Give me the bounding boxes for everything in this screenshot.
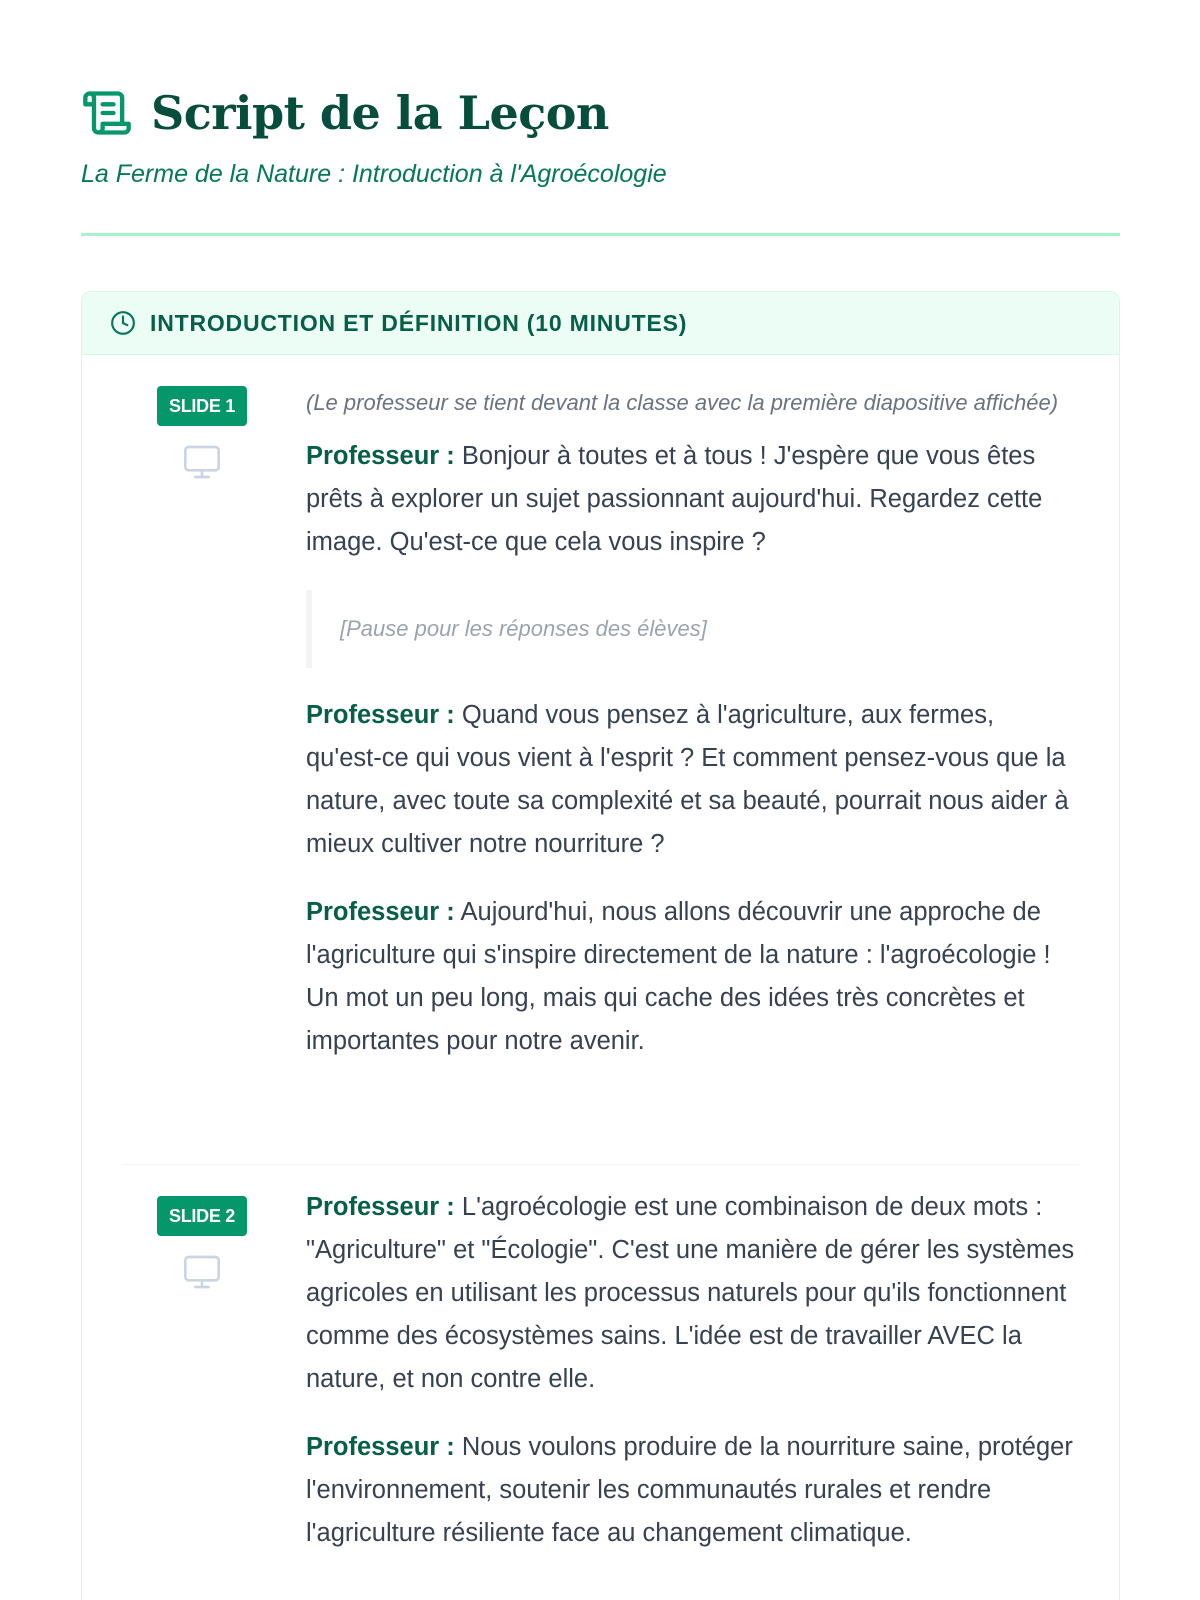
- speaker-label: Professeur :: [306, 701, 455, 729]
- speaker-label: Professeur :: [306, 1193, 455, 1221]
- pause-note: [306, 590, 1076, 668]
- pause-text: [Pause pour les réponses des élèves]: [340, 616, 707, 641]
- header-divider: [81, 233, 1120, 236]
- scroll-icon: [81, 87, 133, 139]
- teacher-line: [306, 1426, 1076, 1555]
- slide-script: [306, 386, 1076, 1063]
- monitor-icon: [182, 442, 222, 482]
- line-text: Quand vous pensez à l'agriculture, aux fermes, qu'est-ce qui vous vient à l'esprit ? Et comment pensez-vous que la nature, avec toute sa complexité et sa beauté, pourrait nous aider à mieux cultiver notre nourriture ?: [306, 701, 1069, 858]
- teacher-line: [306, 694, 1076, 866]
- section-title: INTRODUCTION ET DÉFINITION (10 MINUTES): [150, 309, 688, 336]
- title-row: [81, 82, 1120, 144]
- line-text: L'agroécologie est une combinaison de deux mots : "Agriculture" et "Écologie". C'est une manière de gérer les systèmes agricoles en utilisant les processus naturels pour qu'ils fonctionnent comme des écosystèmes sains. L'idée est de travailler AVEC la nature, et non contre elle.: [306, 1193, 1075, 1393]
- teacher-line: [306, 891, 1076, 1063]
- line-text: Aujourd'hui, nous allons découvrir une approche de l'agriculture qui s'inspire directement de la nature : l'agroécologie ! Un mot un peu long, mais qui cache des idées très concrètes et importantes pour notre avenir.: [306, 898, 1051, 1055]
- monitor-icon: [182, 1252, 222, 1292]
- slide-script: [306, 1193, 1076, 1555]
- lesson-page: [81, 0, 1120, 1547]
- stage-direction: (Le professeur se tient devant la classe avec la première diapositive affichée): [306, 390, 1059, 415]
- teacher-line: [306, 1186, 1076, 1401]
- page-title: Script de la Leçon: [151, 86, 609, 140]
- slide-badge: SLIDE 1: [157, 386, 247, 426]
- slide-marker: [82, 386, 322, 482]
- speaker-label: Professeur :: [306, 442, 455, 470]
- slide-separator: [122, 1164, 1079, 1165]
- section-card: [81, 291, 1120, 1600]
- line-text: Bonjour à toutes et à tous ! J'espère que vous êtes prêts à explorer un sujet passionnant aujourd'hui. Regardez cette image. Qu'est-ce que cela vous inspire ?: [306, 442, 1043, 556]
- page-subtitle: La Ferme de la Nature : Introduction à l'Agroécologie: [81, 160, 667, 188]
- line-text: Nous voulons produire de la nourriture saine, protéger l'environnement, soutenir les communautés rurales et rendre l'agriculture résiliente face au changement climatique.: [306, 1433, 1073, 1547]
- section-header: [82, 292, 1119, 355]
- teacher-line: [306, 435, 1076, 564]
- speaker-label: Professeur :: [306, 898, 455, 926]
- clock-icon: [110, 310, 136, 336]
- page-header: [81, 0, 1120, 192]
- slide-marker: [82, 1196, 322, 1292]
- slide-badge: SLIDE 2: [157, 1196, 247, 1236]
- speaker-label: Professeur :: [306, 1433, 455, 1461]
